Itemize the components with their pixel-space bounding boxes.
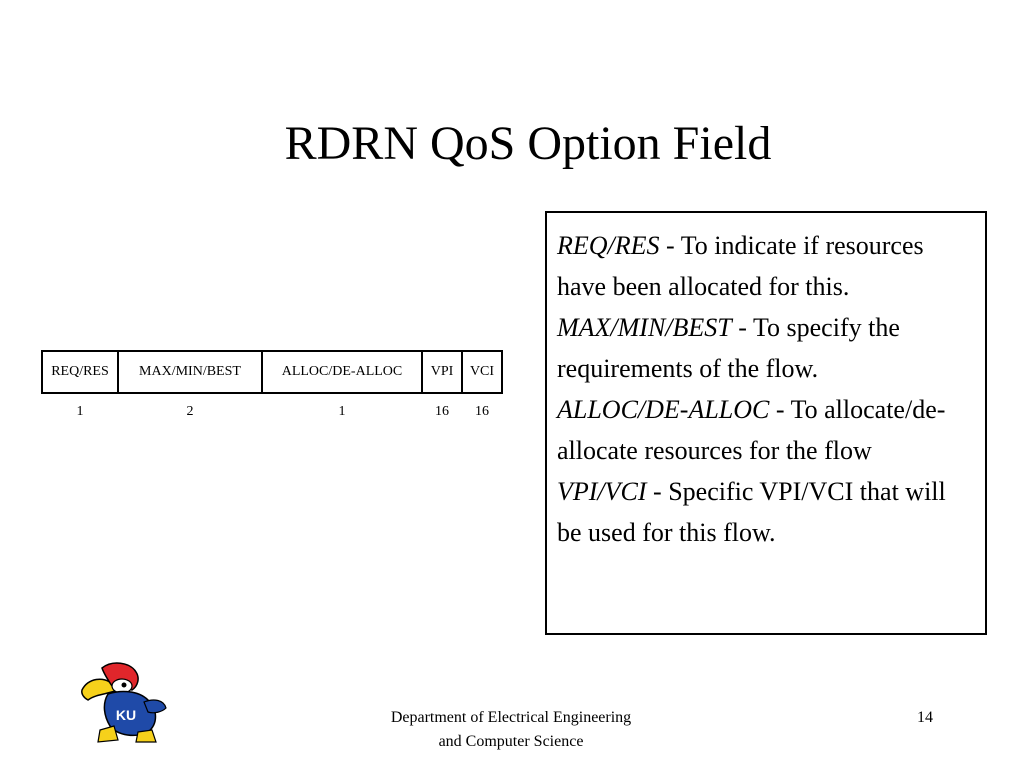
field-size-vci: 16 <box>475 404 489 419</box>
description-max-min-best <box>557 307 975 389</box>
field-size-req-res: 1 <box>76 404 84 419</box>
field-cell-alloc-de-alloc: ALLOC/DE-ALLOC <box>262 351 422 393</box>
slide-footer <box>330 706 692 754</box>
field-size-row <box>42 393 502 430</box>
qos-option-field-table <box>41 350 503 430</box>
description-term: ALLOC/DE-ALLOC <box>557 395 770 424</box>
footer-department-cont: and Computer Science <box>438 733 584 750</box>
description-text: - To specify the requirements of the flow. <box>557 313 900 383</box>
footer-department: Department of Electrical Engineering <box>390 709 632 726</box>
field-size-max-min-best: 2 <box>186 404 194 419</box>
description-text: - To indicate if resources have been allocated for this. <box>557 231 924 301</box>
description-req-res <box>557 225 975 307</box>
jayhawk-mascot-icon <box>78 660 170 744</box>
description-term: VPI/VCI <box>557 477 647 506</box>
field-cell-max-min-best: MAX/MIN/BEST <box>118 351 262 393</box>
description-term: REQ/RES <box>557 231 660 260</box>
field-cell-vpi: VPI <box>422 351 462 393</box>
field-size-vpi: 16 <box>435 404 449 419</box>
field-name-row <box>42 351 502 393</box>
field-cell-req-res: REQ/RES <box>42 351 118 393</box>
slide-title: RDRN QoS Option Field <box>284 117 772 170</box>
description-alloc-de-alloc <box>557 389 975 471</box>
ku-logo-text: KU <box>115 707 137 723</box>
description-term: MAX/MIN/BEST <box>557 313 732 342</box>
description-text: - To allocate/de-allocate resources for the flow <box>557 395 946 465</box>
page-number: 14 <box>917 709 933 726</box>
description-text: - Specific VPI/VCI that will be used for this flow. <box>557 477 946 547</box>
field-description-box <box>545 211 987 635</box>
field-size-alloc-de-alloc: 1 <box>338 404 346 419</box>
field-cell-vci: VCI <box>462 351 502 393</box>
description-vpi-vci <box>557 471 975 553</box>
